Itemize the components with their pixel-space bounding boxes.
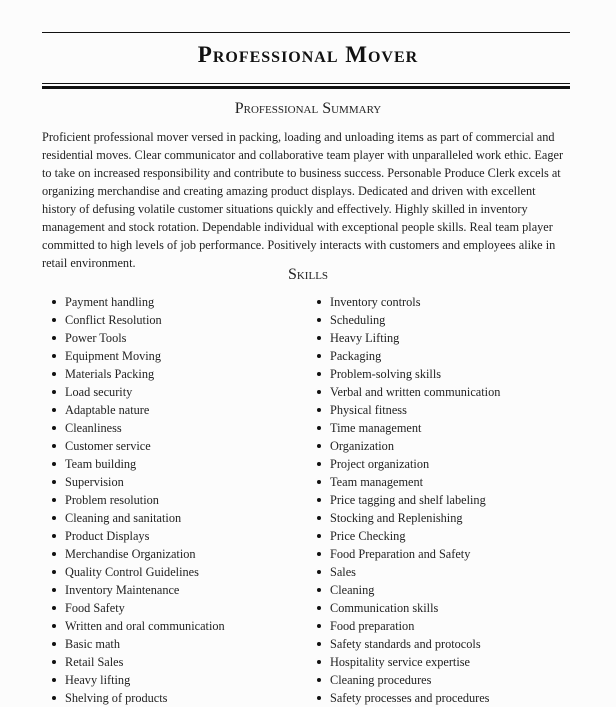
skill-item: Food Safety [52, 599, 225, 617]
skill-item: Problem resolution [52, 491, 225, 509]
skill-item: Food Preparation and Safety [317, 545, 500, 563]
skill-item: Adaptable nature [52, 401, 225, 419]
skill-item: Packaging [317, 347, 500, 365]
skill-item: Cleaning and sanitation [52, 509, 225, 527]
skill-item: Power Tools [52, 329, 225, 347]
skill-item: Merchandise Organization [52, 545, 225, 563]
skill-item: Heavy Lifting [317, 329, 500, 347]
skill-item: Supervision [52, 473, 225, 491]
skill-item: Team building [52, 455, 225, 473]
skill-item: Cleaning [317, 581, 500, 599]
skill-item: Product Displays [52, 527, 225, 545]
skill-item: Cleaning procedures [317, 671, 500, 689]
skill-item: Safety processes and procedures [317, 689, 500, 707]
skill-item: Conflict Resolution [52, 311, 225, 329]
skill-item: Stocking and Replenishing [317, 509, 500, 527]
skill-item: Quality Control Guidelines [52, 563, 225, 581]
top-rule [42, 32, 570, 33]
skill-item: Sales [317, 563, 500, 581]
skill-item: Customer service [52, 437, 225, 455]
skill-item: Team management [317, 473, 500, 491]
skill-item: Inventory controls [317, 293, 500, 311]
skill-item: Time management [317, 419, 500, 437]
double-rule [42, 83, 570, 89]
skills-list-right [317, 293, 500, 707]
skill-item: Materials Packing [52, 365, 225, 383]
skill-item: Payment handling [52, 293, 225, 311]
summary-heading: Professional Summary [234, 100, 382, 117]
skill-item: Organization [317, 437, 500, 455]
skill-item: Load security [52, 383, 225, 401]
skill-item: Physical fitness [317, 401, 500, 419]
resume-title: Professional Mover [197, 42, 419, 67]
skill-item: Basic math [52, 635, 225, 653]
skill-item: Project organization [317, 455, 500, 473]
skill-item: Food preparation [317, 617, 500, 635]
summary-text: Proficient professional mover versed in packing, loading and unloading items as part of commercial and residential moves. Clear communicator and collaborative team player with unparalleled work ethic. Eager to take on increased responsibility and contribute to business success. Personable Produce Clerk excels at organizing merchandise and creating amazing product displays. Dedicated and driven with excellent history of defusing volatile customer situations quickly and effectively. Highly skilled in inventory management and stock rotation. Dependable individual with exceptional people skills. Real team player committed to high levels of job performance. Positively interacts with customers and employees alike in retail environment. [42, 130, 564, 270]
skill-item: Cleanliness [52, 419, 225, 437]
skill-item: Heavy lifting [52, 671, 225, 689]
skills-list-left [52, 293, 225, 707]
skill-item: Verbal and written communication [317, 383, 500, 401]
skill-item: Scheduling [317, 311, 500, 329]
skill-item: Communication skills [317, 599, 500, 617]
skill-item: Equipment Moving [52, 347, 225, 365]
skill-item: Inventory Maintenance [52, 581, 225, 599]
skill-item: Price Checking [317, 527, 500, 545]
skill-item: Hospitality service expertise [317, 653, 500, 671]
skill-item: Problem-solving skills [317, 365, 500, 383]
skill-item: Retail Sales [52, 653, 225, 671]
skill-item: Written and oral communication [52, 617, 225, 635]
skill-item: Safety standards and protocols [317, 635, 500, 653]
skill-item: Shelving of products [52, 689, 225, 707]
skills-heading: Skills [287, 266, 329, 283]
skill-item: Price tagging and shelf labeling [317, 491, 500, 509]
